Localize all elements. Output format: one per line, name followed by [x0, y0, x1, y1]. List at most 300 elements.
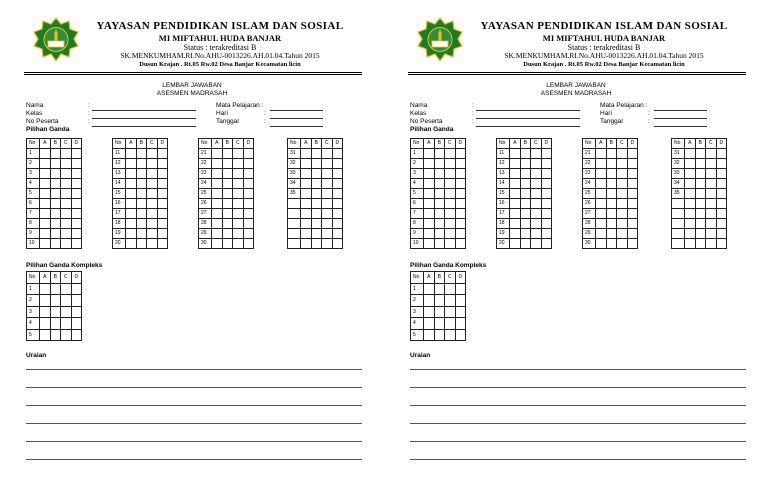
answer-box[interactable]	[424, 295, 435, 307]
answer-box[interactable]	[617, 229, 628, 239]
answer-box[interactable]	[434, 209, 445, 219]
answer-box[interactable]	[455, 295, 466, 307]
answer-box[interactable]	[233, 229, 244, 239]
answer-box[interactable]	[40, 283, 51, 295]
answer-box[interactable]	[627, 159, 638, 169]
answer-box[interactable]	[596, 159, 607, 169]
answer-box[interactable]	[243, 159, 254, 169]
answer-box[interactable]	[136, 159, 147, 169]
answer-box[interactable]	[627, 149, 638, 159]
uraian-answer-line[interactable]	[410, 423, 746, 424]
answer-box[interactable]	[695, 209, 706, 219]
answer-box[interactable]	[222, 149, 233, 159]
answer-box[interactable]	[243, 189, 254, 199]
answer-box[interactable]	[520, 179, 531, 189]
answer-box[interactable]	[40, 318, 51, 330]
answer-box[interactable]	[50, 169, 61, 179]
uraian-answer-line[interactable]	[410, 405, 746, 406]
answer-box[interactable]	[157, 239, 168, 249]
answer-box[interactable]	[126, 159, 137, 169]
answer-box[interactable]	[445, 189, 456, 199]
answer-box[interactable]	[50, 239, 61, 249]
answer-box[interactable]	[61, 189, 72, 199]
answer-box[interactable]	[147, 179, 158, 189]
answer-box[interactable]	[510, 159, 521, 169]
answer-box[interactable]	[136, 239, 147, 249]
answer-box[interactable]	[147, 169, 158, 179]
answer-box[interactable]	[233, 239, 244, 249]
answer-box[interactable]	[695, 229, 706, 239]
answer-box[interactable]	[71, 318, 82, 330]
answer-box[interactable]	[445, 169, 456, 179]
answer-box[interactable]	[147, 189, 158, 199]
answer-box[interactable]	[716, 219, 727, 229]
answer-box[interactable]	[606, 219, 617, 229]
answer-box[interactable]	[71, 149, 82, 159]
answer-box[interactable]	[61, 199, 72, 209]
answer-box[interactable]	[332, 179, 343, 189]
answer-box[interactable]	[685, 189, 696, 199]
answer-box[interactable]	[126, 219, 137, 229]
answer-box[interactable]	[332, 239, 343, 249]
no-peserta-field[interactable]	[476, 126, 580, 127]
answer-box[interactable]	[434, 179, 445, 189]
answer-box[interactable]	[716, 199, 727, 209]
answer-box[interactable]	[322, 229, 333, 239]
answer-box[interactable]	[301, 189, 312, 199]
answer-box[interactable]	[685, 229, 696, 239]
answer-box[interactable]	[222, 229, 233, 239]
answer-box[interactable]	[40, 295, 51, 307]
answer-box[interactable]	[445, 219, 456, 229]
answer-box[interactable]	[541, 149, 552, 159]
answer-box[interactable]	[617, 179, 628, 189]
answer-box[interactable]	[445, 229, 456, 239]
answer-box[interactable]	[617, 169, 628, 179]
answer-box[interactable]	[311, 179, 322, 189]
answer-box[interactable]	[541, 189, 552, 199]
answer-box[interactable]	[617, 199, 628, 209]
answer-box[interactable]	[445, 209, 456, 219]
answer-box[interactable]	[301, 179, 312, 189]
answer-box[interactable]	[716, 209, 727, 219]
answer-box[interactable]	[147, 199, 158, 209]
answer-box[interactable]	[596, 149, 607, 159]
answer-box[interactable]	[434, 295, 445, 307]
answer-box[interactable]	[617, 219, 628, 229]
answer-box[interactable]	[520, 149, 531, 159]
kelas-field[interactable]	[476, 118, 580, 119]
answer-box[interactable]	[233, 199, 244, 209]
answer-box[interactable]	[50, 318, 61, 330]
answer-box[interactable]	[126, 239, 137, 249]
answer-box[interactable]	[322, 219, 333, 229]
answer-box[interactable]	[541, 219, 552, 229]
answer-box[interactable]	[706, 209, 717, 219]
answer-box[interactable]	[222, 179, 233, 189]
answer-box[interactable]	[685, 159, 696, 169]
answer-box[interactable]	[695, 239, 706, 249]
answer-box[interactable]	[71, 179, 82, 189]
answer-box[interactable]	[541, 239, 552, 249]
answer-box[interactable]	[541, 159, 552, 169]
uraian-answer-line[interactable]	[26, 441, 362, 442]
answer-box[interactable]	[61, 283, 72, 295]
answer-box[interactable]	[685, 149, 696, 159]
answer-box[interactable]	[322, 179, 333, 189]
answer-box[interactable]	[322, 189, 333, 199]
answer-box[interactable]	[617, 239, 628, 249]
answer-box[interactable]	[445, 159, 456, 169]
answer-box[interactable]	[455, 169, 466, 179]
answer-box[interactable]	[40, 209, 51, 219]
answer-box[interactable]	[520, 239, 531, 249]
answer-box[interactable]	[332, 189, 343, 199]
answer-box[interactable]	[301, 159, 312, 169]
answer-box[interactable]	[61, 159, 72, 169]
answer-box[interactable]	[520, 229, 531, 239]
answer-box[interactable]	[685, 199, 696, 209]
answer-box[interactable]	[716, 189, 727, 199]
answer-box[interactable]	[520, 189, 531, 199]
answer-box[interactable]	[233, 189, 244, 199]
answer-box[interactable]	[445, 329, 456, 341]
answer-box[interactable]	[126, 189, 137, 199]
answer-box[interactable]	[531, 169, 542, 179]
answer-box[interactable]	[455, 179, 466, 189]
answer-box[interactable]	[445, 283, 456, 295]
answer-box[interactable]	[332, 229, 343, 239]
answer-box[interactable]	[136, 199, 147, 209]
answer-box[interactable]	[243, 239, 254, 249]
answer-box[interactable]	[126, 169, 137, 179]
answer-box[interactable]	[40, 179, 51, 189]
answer-box[interactable]	[40, 199, 51, 209]
answer-box[interactable]	[71, 295, 82, 307]
answer-box[interactable]	[706, 199, 717, 209]
answer-box[interactable]	[695, 199, 706, 209]
answer-box[interactable]	[212, 199, 223, 209]
answer-box[interactable]	[136, 229, 147, 239]
answer-box[interactable]	[706, 179, 717, 189]
answer-box[interactable]	[455, 209, 466, 219]
answer-box[interactable]	[243, 219, 254, 229]
answer-box[interactable]	[434, 159, 445, 169]
tanggal-field[interactable]	[270, 126, 323, 127]
answer-box[interactable]	[434, 229, 445, 239]
answer-box[interactable]	[510, 219, 521, 229]
answer-box[interactable]	[301, 229, 312, 239]
answer-box[interactable]	[716, 229, 727, 239]
answer-box[interactable]	[685, 209, 696, 219]
uraian-answer-line[interactable]	[26, 387, 362, 388]
answer-box[interactable]	[71, 306, 82, 318]
answer-box[interactable]	[695, 169, 706, 179]
answer-box[interactable]	[716, 169, 727, 179]
answer-box[interactable]	[531, 149, 542, 159]
answer-box[interactable]	[311, 189, 322, 199]
answer-box[interactable]	[71, 329, 82, 341]
answer-box[interactable]	[311, 199, 322, 209]
answer-box[interactable]	[311, 209, 322, 219]
answer-box[interactable]	[627, 219, 638, 229]
answer-box[interactable]	[61, 209, 72, 219]
uraian-answer-line[interactable]	[26, 459, 362, 460]
answer-box[interactable]	[301, 169, 312, 179]
answer-box[interactable]	[596, 189, 607, 199]
answer-box[interactable]	[706, 239, 717, 249]
answer-box[interactable]	[50, 209, 61, 219]
answer-box[interactable]	[212, 229, 223, 239]
answer-box[interactable]	[212, 169, 223, 179]
answer-box[interactable]	[50, 283, 61, 295]
answer-box[interactable]	[434, 169, 445, 179]
answer-box[interactable]	[510, 149, 521, 159]
answer-box[interactable]	[455, 159, 466, 169]
answer-box[interactable]	[706, 149, 717, 159]
answer-box[interactable]	[685, 239, 696, 249]
answer-box[interactable]	[222, 199, 233, 209]
answer-box[interactable]	[627, 239, 638, 249]
answer-box[interactable]	[606, 229, 617, 239]
answer-box[interactable]	[61, 179, 72, 189]
answer-box[interactable]	[520, 199, 531, 209]
answer-box[interactable]	[627, 199, 638, 209]
answer-box[interactable]	[445, 149, 456, 159]
answer-box[interactable]	[322, 169, 333, 179]
answer-box[interactable]	[40, 329, 51, 341]
answer-box[interactable]	[434, 219, 445, 229]
answer-box[interactable]	[617, 209, 628, 219]
answer-box[interactable]	[222, 239, 233, 249]
answer-box[interactable]	[455, 329, 466, 341]
answer-box[interactable]	[40, 306, 51, 318]
answer-box[interactable]	[596, 169, 607, 179]
answer-box[interactable]	[50, 149, 61, 159]
answer-box[interactable]	[424, 199, 435, 209]
answer-box[interactable]	[531, 179, 542, 189]
answer-box[interactable]	[301, 149, 312, 159]
answer-box[interactable]	[424, 283, 435, 295]
answer-box[interactable]	[424, 179, 435, 189]
answer-box[interactable]	[301, 199, 312, 209]
answer-box[interactable]	[617, 189, 628, 199]
uraian-answer-line[interactable]	[410, 459, 746, 460]
nama-field[interactable]	[92, 110, 196, 111]
answer-box[interactable]	[212, 209, 223, 219]
answer-box[interactable]	[301, 209, 312, 219]
answer-box[interactable]	[596, 239, 607, 249]
answer-box[interactable]	[301, 239, 312, 249]
answer-box[interactable]	[434, 318, 445, 330]
answer-box[interactable]	[541, 199, 552, 209]
answer-box[interactable]	[71, 159, 82, 169]
answer-box[interactable]	[136, 219, 147, 229]
answer-box[interactable]	[322, 159, 333, 169]
answer-box[interactable]	[136, 189, 147, 199]
answer-box[interactable]	[71, 239, 82, 249]
answer-box[interactable]	[455, 283, 466, 295]
answer-box[interactable]	[617, 149, 628, 159]
answer-box[interactable]	[424, 318, 435, 330]
answer-box[interactable]	[222, 219, 233, 229]
answer-box[interactable]	[445, 318, 456, 330]
answer-box[interactable]	[596, 229, 607, 239]
answer-box[interactable]	[61, 149, 72, 159]
answer-box[interactable]	[695, 189, 706, 199]
answer-box[interactable]	[695, 149, 706, 159]
answer-box[interactable]	[40, 219, 51, 229]
answer-box[interactable]	[136, 209, 147, 219]
answer-box[interactable]	[147, 219, 158, 229]
answer-box[interactable]	[243, 199, 254, 209]
answer-box[interactable]	[40, 239, 51, 249]
answer-box[interactable]	[50, 229, 61, 239]
answer-box[interactable]	[706, 159, 717, 169]
uraian-answer-line[interactable]	[410, 369, 746, 370]
answer-box[interactable]	[71, 169, 82, 179]
answer-box[interactable]	[243, 179, 254, 189]
uraian-answer-line[interactable]	[410, 387, 746, 388]
answer-box[interactable]	[627, 209, 638, 219]
answer-box[interactable]	[233, 179, 244, 189]
answer-box[interactable]	[233, 209, 244, 219]
answer-box[interactable]	[322, 239, 333, 249]
uraian-answer-line[interactable]	[26, 423, 362, 424]
answer-box[interactable]	[434, 189, 445, 199]
answer-box[interactable]	[50, 159, 61, 169]
answer-box[interactable]	[233, 149, 244, 159]
answer-box[interactable]	[157, 219, 168, 229]
answer-box[interactable]	[596, 209, 607, 219]
answer-box[interactable]	[695, 179, 706, 189]
answer-box[interactable]	[40, 149, 51, 159]
answer-box[interactable]	[71, 283, 82, 295]
uraian-answer-line[interactable]	[26, 405, 362, 406]
answer-box[interactable]	[520, 219, 531, 229]
answer-box[interactable]	[212, 159, 223, 169]
answer-box[interactable]	[332, 209, 343, 219]
answer-box[interactable]	[455, 189, 466, 199]
answer-box[interactable]	[510, 209, 521, 219]
answer-box[interactable]	[311, 159, 322, 169]
answer-box[interactable]	[424, 329, 435, 341]
tanggal-field[interactable]	[654, 126, 707, 127]
answer-box[interactable]	[606, 209, 617, 219]
answer-box[interactable]	[50, 199, 61, 209]
answer-box[interactable]	[212, 149, 223, 159]
uraian-answer-line[interactable]	[26, 369, 362, 370]
answer-box[interactable]	[61, 306, 72, 318]
answer-box[interactable]	[541, 229, 552, 239]
mata-pelajaran-field[interactable]	[270, 110, 323, 111]
answer-box[interactable]	[61, 229, 72, 239]
answer-box[interactable]	[455, 149, 466, 159]
answer-box[interactable]	[61, 219, 72, 229]
no-peserta-field[interactable]	[92, 126, 196, 127]
answer-box[interactable]	[147, 229, 158, 239]
answer-box[interactable]	[71, 199, 82, 209]
answer-box[interactable]	[212, 189, 223, 199]
answer-box[interactable]	[243, 229, 254, 239]
answer-box[interactable]	[541, 209, 552, 219]
answer-box[interactable]	[424, 209, 435, 219]
answer-box[interactable]	[136, 149, 147, 159]
answer-box[interactable]	[434, 283, 445, 295]
answer-box[interactable]	[706, 169, 717, 179]
answer-box[interactable]	[606, 199, 617, 209]
answer-box[interactable]	[126, 209, 137, 219]
answer-box[interactable]	[147, 159, 158, 169]
uraian-answer-line[interactable]	[410, 441, 746, 442]
answer-box[interactable]	[332, 159, 343, 169]
answer-box[interactable]	[157, 199, 168, 209]
answer-box[interactable]	[157, 169, 168, 179]
answer-box[interactable]	[606, 189, 617, 199]
answer-box[interactable]	[147, 209, 158, 219]
answer-box[interactable]	[716, 239, 727, 249]
answer-box[interactable]	[510, 189, 521, 199]
answer-box[interactable]	[332, 199, 343, 209]
answer-box[interactable]	[243, 149, 254, 159]
answer-box[interactable]	[61, 239, 72, 249]
answer-box[interactable]	[243, 209, 254, 219]
answer-box[interactable]	[685, 179, 696, 189]
answer-box[interactable]	[157, 179, 168, 189]
answer-box[interactable]	[233, 159, 244, 169]
answer-box[interactable]	[322, 149, 333, 159]
answer-box[interactable]	[311, 239, 322, 249]
answer-box[interactable]	[332, 169, 343, 179]
answer-box[interactable]	[71, 219, 82, 229]
answer-box[interactable]	[531, 199, 542, 209]
answer-box[interactable]	[445, 179, 456, 189]
answer-box[interactable]	[541, 179, 552, 189]
answer-box[interactable]	[606, 169, 617, 179]
answer-box[interactable]	[627, 189, 638, 199]
kelas-field[interactable]	[92, 118, 196, 119]
answer-box[interactable]	[424, 229, 435, 239]
answer-box[interactable]	[332, 149, 343, 159]
answer-box[interactable]	[222, 189, 233, 199]
answer-box[interactable]	[212, 239, 223, 249]
answer-box[interactable]	[61, 295, 72, 307]
answer-box[interactable]	[510, 169, 521, 179]
answer-box[interactable]	[455, 219, 466, 229]
answer-box[interactable]	[434, 306, 445, 318]
answer-box[interactable]	[706, 219, 717, 229]
answer-box[interactable]	[311, 219, 322, 229]
answer-box[interactable]	[606, 239, 617, 249]
answer-box[interactable]	[445, 239, 456, 249]
answer-box[interactable]	[332, 219, 343, 229]
answer-box[interactable]	[445, 199, 456, 209]
hari-field[interactable]	[270, 118, 323, 119]
answer-box[interactable]	[531, 159, 542, 169]
answer-box[interactable]	[531, 189, 542, 199]
answer-box[interactable]	[424, 219, 435, 229]
answer-box[interactable]	[596, 179, 607, 189]
answer-box[interactable]	[222, 159, 233, 169]
answer-box[interactable]	[695, 219, 706, 229]
answer-box[interactable]	[520, 209, 531, 219]
answer-box[interactable]	[157, 229, 168, 239]
answer-box[interactable]	[685, 219, 696, 229]
answer-box[interactable]	[541, 169, 552, 179]
answer-box[interactable]	[445, 306, 456, 318]
answer-box[interactable]	[147, 149, 158, 159]
answer-box[interactable]	[50, 189, 61, 199]
